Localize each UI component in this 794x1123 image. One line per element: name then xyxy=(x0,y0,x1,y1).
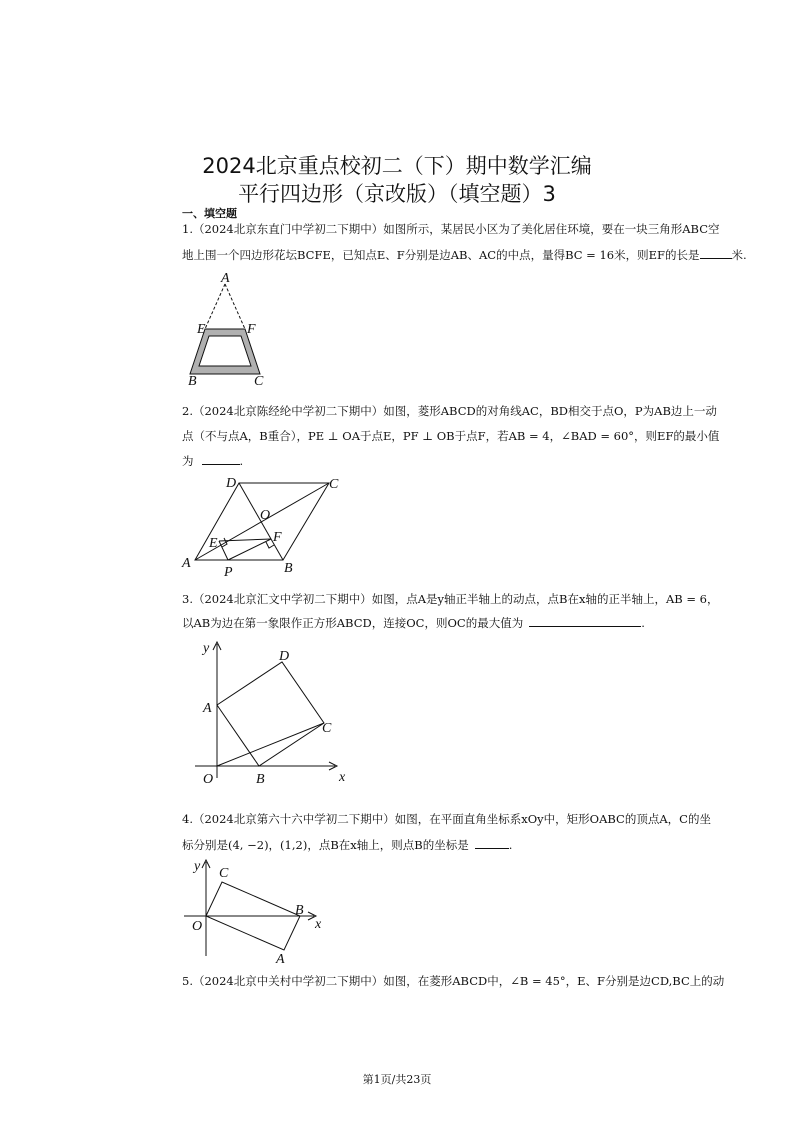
q1-line2-end: 米. xyxy=(731,248,747,262)
q3-square-figure xyxy=(195,638,355,790)
q1-line2 xyxy=(182,246,747,263)
q1-trapezoid-figure xyxy=(188,272,268,387)
q4-label-a: A xyxy=(276,952,285,967)
q2-label-b: B xyxy=(284,561,293,576)
q3-label-c: C xyxy=(322,721,332,736)
q1-label-c: C xyxy=(254,374,264,389)
q2-line1: 2.（2024北京陈经纶中学初二下期中）如图，菱形ABCD的对角线AC，BD相交于点O，P为AB边上一动 xyxy=(182,404,717,418)
q1-answer-blank xyxy=(700,246,732,259)
q2-label-f: F xyxy=(273,530,282,545)
q3-line2 xyxy=(182,614,645,631)
q2-line3-text: 为 xyxy=(182,454,194,468)
q5-line1: 5.（2024北京中关村中学初二下期中）如图，在菱形ABCD中，∠B = 45°，E、F分别是边CD,BC上的动 xyxy=(182,974,725,988)
q3-label-a: A xyxy=(203,701,212,716)
q4-rectangle-figure xyxy=(182,856,332,966)
section-heading: 一、填空题 xyxy=(182,207,237,220)
q1-label-a: A xyxy=(221,271,230,286)
q4-line2-text: 标分别是(4, −2)，(1,2)，点B在x轴上，则点B的坐标是 xyxy=(182,838,469,852)
q2-label-c: C xyxy=(329,477,339,492)
q3-line2-text: 以AB为边在第一象限作正方形ABCD，连接OC，则OC的最大值为 xyxy=(182,616,524,630)
q4-line1: 4.（2024北京第六十六中学初二下期中）如图，在平面直角坐标系xOy中，矩形OABC的顶点A，C的坐 xyxy=(182,812,711,826)
q2-label-o: O xyxy=(260,508,271,523)
q2-answer-blank xyxy=(202,452,240,465)
page-footer: 第1页/共23页 xyxy=(362,1073,432,1086)
q1-label-b: B xyxy=(188,374,197,389)
q2-line2: 点（不与点A，B重合），PE ⊥ OA于点E，PF ⊥ OB于点F，若AB = 4，∠BAD = 60°，则EF的最小值 xyxy=(182,429,720,443)
q3-label-y: y xyxy=(203,641,210,656)
q1-line2-text: 地上围一个四边形花坛BCFE，已知点E、F分别是边AB、AC的中点，量得BC = 16米，则EF的长是 xyxy=(182,248,700,262)
q2-line3-end: . xyxy=(239,454,244,468)
q1-label-e: E xyxy=(197,322,206,337)
q2-line3 xyxy=(182,452,243,469)
q4-line2 xyxy=(182,836,512,853)
q3-label-x: x xyxy=(339,770,346,785)
q2-label-d: D xyxy=(226,476,237,491)
q4-label-c: C xyxy=(219,866,229,881)
q2-label-p: P xyxy=(224,565,233,580)
document-title-line2: 平行四边形（京改版）（填空题）3 xyxy=(238,182,556,206)
q4-line2-end: . xyxy=(508,838,513,852)
q3-line2-end: . xyxy=(641,616,645,630)
q3-label-b: B xyxy=(256,772,265,787)
q3-label-o: O xyxy=(203,772,214,787)
q4-label-o: O xyxy=(192,919,203,934)
document-title-line1: 2024北京重点校初二（下）期中数学汇编 xyxy=(202,154,592,178)
q3-answer-blank xyxy=(529,614,641,627)
q2-label-e: E xyxy=(209,536,218,551)
q4-answer-blank xyxy=(475,836,509,849)
q2-rhombus-figure xyxy=(180,475,350,580)
q3-line1: 3.（2024北京汇文中学初二下期中）如图，点A是y轴正半轴上的动点，点B在x轴的正半轴上，AB = 6， xyxy=(182,592,719,606)
q3-label-d: D xyxy=(279,649,290,664)
q4-label-b: B xyxy=(295,903,304,918)
q2-label-a: A xyxy=(182,556,191,571)
q1-label-f: F xyxy=(247,322,256,337)
q4-label-y: y xyxy=(194,859,201,874)
q4-label-x: x xyxy=(315,917,322,932)
q1-line1: 1.（2024北京东直门中学初二下期中）如图所示，某居民小区为了美化居住环境，要在一块三角形ABC空 xyxy=(182,222,720,236)
